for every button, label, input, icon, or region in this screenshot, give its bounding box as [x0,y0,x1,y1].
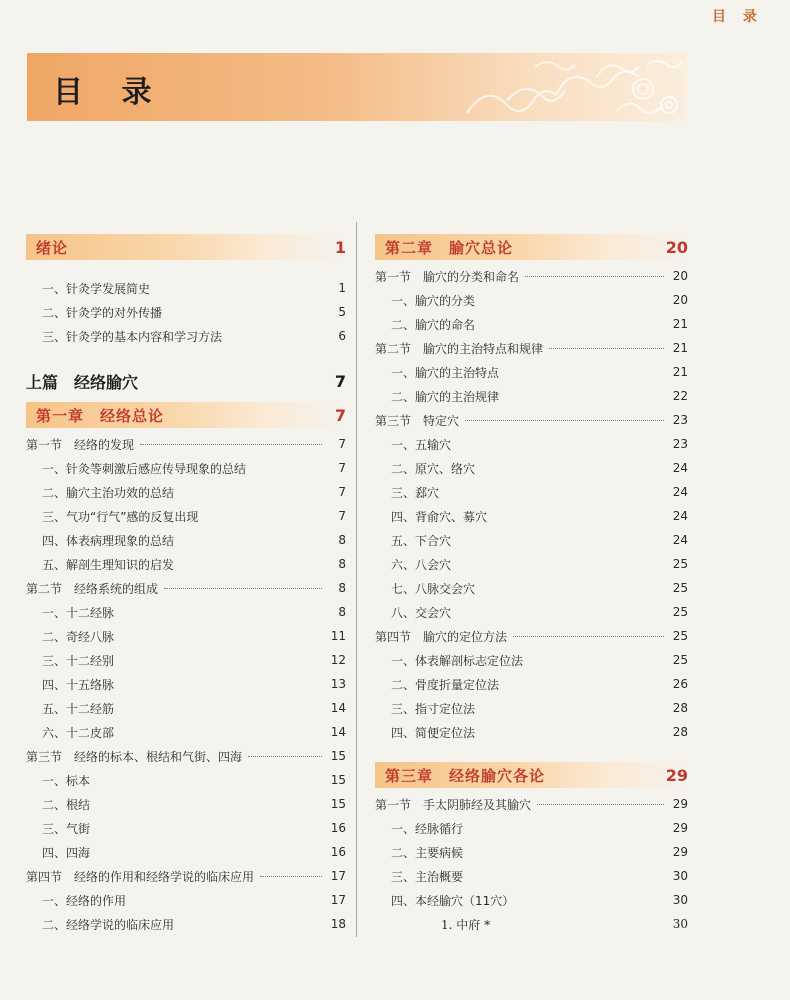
entry-label: 四、简便定位法 [391,725,476,740]
page-number: 1 [338,281,346,295]
dot-leader [525,276,664,277]
subsection-entry[interactable] [26,720,346,744]
entry-label: 二、奇经八脉 [42,629,115,644]
section-entry[interactable] [375,624,688,648]
page-number: 30 [672,917,688,931]
dot-leader [164,588,322,589]
subsection-entry[interactable] [375,672,688,696]
page-number: 28 [672,725,688,739]
subsection-entry[interactable] [26,648,346,672]
entry-label: 四、十五络脉 [42,677,115,692]
page-number: 15 [330,749,346,763]
spacer [375,744,688,756]
section-entry[interactable] [375,408,688,432]
subsection-entry[interactable] [375,840,688,864]
page-number: 20 [672,293,688,307]
page-number: 30 [672,869,688,883]
entry-label: 第三节 经络的标本、根结和气街、四海 [26,749,243,764]
spacer [26,264,346,276]
entry-label: 绪论 [36,238,69,257]
entry-label: 二、经络学说的临床应用 [42,917,175,932]
subsection-entry[interactable] [26,672,346,696]
chapter-heading[interactable] [375,762,688,788]
entry-label: 一、针灸等刺激后感应传导现象的总结 [42,461,247,476]
entry-label: 第二章 腧穴总论 [385,238,514,257]
entry-label: 五、十二经筋 [42,701,115,716]
page-number: 13 [330,677,346,691]
page-number: 7 [334,371,346,391]
subsection-entry[interactable] [375,456,688,480]
entry-label: 六、十二皮部 [42,725,115,740]
page-number: 29 [665,765,688,785]
page-number: 20 [672,269,688,283]
dot-leader [248,756,322,757]
page-number: 15 [330,797,346,811]
page-number: 28 [672,701,688,715]
section-entry[interactable] [375,336,688,360]
page-number: 23 [672,413,688,427]
entry-label: 二、根结 [42,797,91,812]
dot-leader [465,420,664,421]
part-heading[interactable] [26,366,346,396]
subsection-entry[interactable] [375,720,688,744]
subsection-entry[interactable] [26,912,346,936]
page-number: 25 [672,605,688,619]
subsection-entry[interactable] [26,456,346,480]
page-number: 25 [672,581,688,595]
entry-label: 三、十二经别 [42,653,115,668]
subsection-entry[interactable] [375,528,688,552]
entry-label: 第四节 腧穴的定位方法 [375,629,508,644]
subsection-entry[interactable] [375,480,688,504]
page-number: 24 [672,533,688,547]
page-number: 17 [330,869,346,883]
entry-label: 五、下合穴 [391,533,452,548]
subsection-entry[interactable] [26,768,346,792]
title-banner [27,53,687,121]
page-title: 目 录 [53,75,166,110]
subsection-entry[interactable] [26,480,346,504]
page-number: 8 [338,581,346,595]
page-number: 12 [330,653,346,667]
entry-label: 二、主要病候 [391,845,464,860]
page-number: 8 [338,605,346,619]
entry-label: 第三章 经络腧穴各论 [385,766,546,785]
section-entry[interactable] [26,744,346,768]
page-number: 20 [665,237,688,257]
entry-label: 1. 中府 * [441,917,491,932]
page-number: 25 [672,629,688,643]
entry-label: 四、体表病理现象的总结 [42,533,175,548]
entry-label: 一、体表解剖标志定位法 [391,653,524,668]
page-number: 14 [330,701,346,715]
subsection-entry[interactable] [375,864,688,888]
page-number: 11 [330,629,346,643]
subsection-entry[interactable] [26,816,346,840]
page-number: 30 [672,893,688,907]
page-number: 25 [672,653,688,667]
page-number: 6 [338,329,346,343]
entry-label: 第一节 经络的发现 [26,437,135,452]
page-number: 7 [338,461,346,475]
page-number: 21 [672,365,688,379]
chapter-heading[interactable] [375,234,688,260]
page-number: 1 [334,237,346,257]
page-number: 25 [672,557,688,571]
subsection-entry[interactable] [26,276,346,300]
section-entry[interactable] [375,792,688,816]
subsection-entry[interactable] [375,288,688,312]
entry-label: 一、腧穴的主治特点 [391,365,500,380]
page-number: 29 [672,845,688,859]
entry-label: 上篇 经络腧穴 [26,372,139,392]
entry-label: 二、针灸学的对外传播 [42,305,163,320]
entry-label: 三、气街 [42,821,91,836]
subsection-entry[interactable] [26,504,346,528]
page-number: 5 [338,305,346,319]
toc-right-column [375,228,688,936]
acupoint-entry[interactable] [375,912,688,936]
toc-left-column [26,228,346,936]
subsection-entry[interactable] [375,576,688,600]
page-number: 7 [338,485,346,499]
subsection-entry[interactable] [26,528,346,552]
entry-label: 一、标本 [42,773,91,788]
entry-label: 第三节 特定穴 [375,413,460,428]
entry-label: 四、背俞穴、募穴 [391,509,488,524]
section-entry[interactable] [26,432,346,456]
entry-label: 二、腧穴的主治规律 [391,389,500,404]
running-head: 目 录 [712,9,763,25]
subsection-entry[interactable] [26,552,346,576]
page-number: 8 [338,557,346,571]
entry-label: 一、十二经脉 [42,605,115,620]
subsection-entry[interactable] [26,324,346,348]
entry-label: 三、郄穴 [391,485,440,500]
entry-label: 三、指寸定位法 [391,701,476,716]
entry-label: 二、腧穴主治功效的总结 [42,485,175,500]
entry-label: 一、经脉循行 [391,821,464,836]
subsection-entry[interactable] [26,792,346,816]
wave-decoration-icon [447,53,687,121]
page-number: 16 [330,845,346,859]
entry-label: 三、气功“行气”感的反复出现 [42,509,199,524]
page-number: 24 [672,509,688,523]
entry-label: 二、腧穴的命名 [391,317,476,332]
subsection-entry[interactable] [375,648,688,672]
subsection-entry[interactable] [375,696,688,720]
subsection-entry[interactable] [26,624,346,648]
subsection-entry[interactable] [26,840,346,864]
subsection-entry[interactable] [26,696,346,720]
dot-leader [549,348,664,349]
spacer [26,348,346,360]
page-number: 24 [672,461,688,475]
subsection-entry[interactable] [375,360,688,384]
entry-label: 五、解剖生理知识的启发 [42,557,175,572]
entry-label: 第一章 经络总论 [36,406,165,425]
subsection-entry[interactable] [375,312,688,336]
entry-label: 四、四海 [42,845,91,860]
entry-label: 一、五输穴 [391,437,452,452]
page-number: 14 [330,725,346,739]
entry-label: 二、原穴、络穴 [391,461,476,476]
entry-label: 二、骨度折量定位法 [391,677,500,692]
section-entry[interactable] [26,576,346,600]
dot-leader [140,444,322,445]
page-number: 26 [672,677,688,691]
page-number: 21 [672,341,688,355]
page-number: 16 [330,821,346,835]
subsection-entry[interactable] [26,600,346,624]
entry-label: 七、八脉交会穴 [391,581,476,596]
entry-label: 一、经络的作用 [42,893,127,908]
section-entry[interactable] [375,264,688,288]
subsection-entry[interactable] [26,300,346,324]
entry-label: 第一节 腧穴的分类和命名 [375,269,520,284]
entry-label: 四、本经腧穴（11穴） [391,893,515,908]
dot-leader [537,804,664,805]
entry-label: 三、主治概要 [391,869,464,884]
entry-label: 第二节 经络系统的组成 [26,581,159,596]
section-entry[interactable] [26,864,346,888]
subsection-entry[interactable] [375,552,688,576]
page-number: 29 [672,797,688,811]
subsection-entry[interactable] [375,600,688,624]
entry-label: 第二节 腧穴的主治特点和规律 [375,341,544,356]
page-number: 15 [330,773,346,787]
entry-label: 第四节 经络的作用和经络学说的临床应用 [26,869,255,884]
page-number: 22 [672,389,688,403]
entry-label: 一、针灸学发展简史 [42,281,151,296]
entry-label: 第一节 手太阴肺经及其腧穴 [375,797,532,812]
page-number: 7 [334,405,346,425]
page-number: 18 [330,917,346,931]
page-number: 29 [672,821,688,835]
subsection-entry[interactable] [375,816,688,840]
subsection-entry[interactable] [375,432,688,456]
entry-label: 一、腧穴的分类 [391,293,476,308]
dot-leader [260,876,322,877]
page-number: 17 [330,893,346,907]
dot-leader [513,636,664,637]
page-number: 21 [672,317,688,331]
entry-label: 八、交会穴 [391,605,452,620]
subsection-entry[interactable] [375,384,688,408]
page-number: 7 [338,437,346,451]
subsection-entry[interactable] [375,504,688,528]
entry-label: 三、针灸学的基本内容和学习方法 [42,329,223,344]
subsection-entry[interactable] [375,888,688,912]
page-number: 8 [338,533,346,547]
chapter-heading[interactable] [26,234,346,260]
page-number: 7 [338,509,346,523]
entry-label: 六、八会穴 [391,557,452,572]
column-divider [356,222,357,937]
chapter-heading[interactable] [26,402,346,428]
page-number: 24 [672,485,688,499]
page-number: 23 [672,437,688,451]
subsection-entry[interactable] [26,888,346,912]
